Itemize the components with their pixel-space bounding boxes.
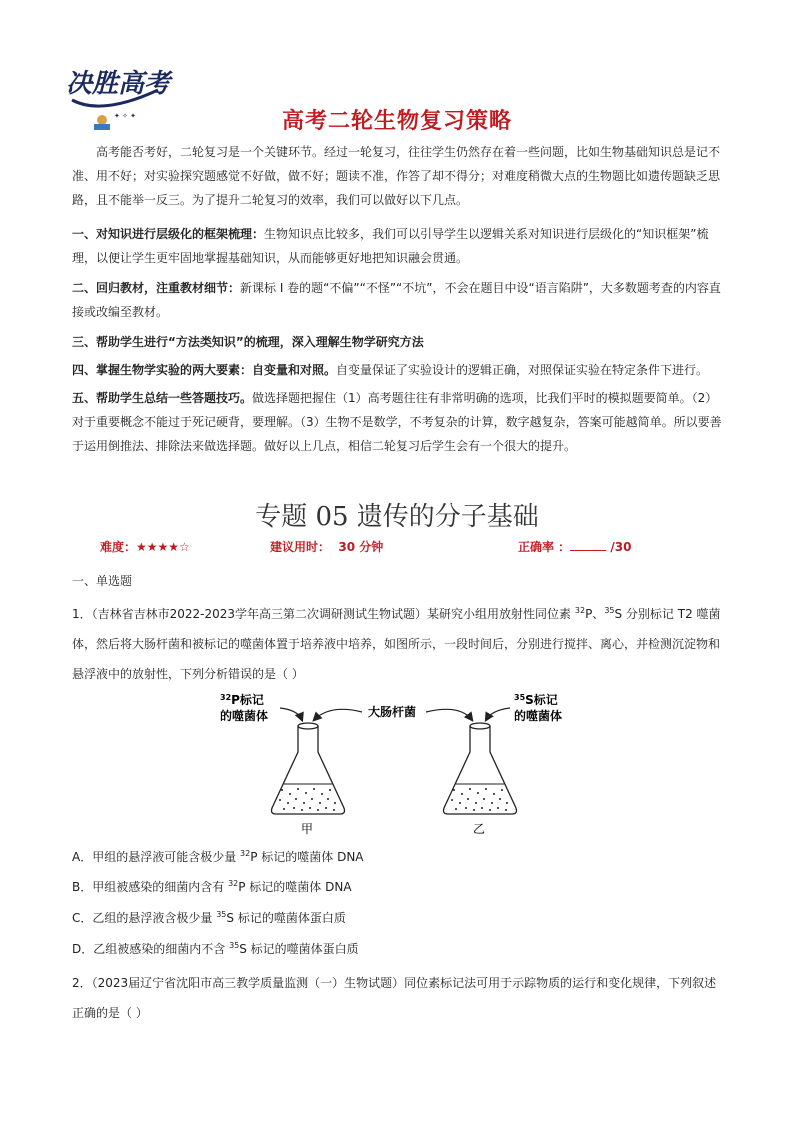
option-d-pre: D．乙组被感染的细菌内不含 <box>72 942 230 956</box>
suggested-time <box>270 538 383 555</box>
flask-a <box>272 723 345 814</box>
option-d-sup: 35 <box>229 941 240 950</box>
option-d-post: S 标记的噬菌体蛋白质 <box>239 942 359 956</box>
strategy-5 <box>72 386 724 458</box>
q1-p-mid: P、 <box>585 607 605 621</box>
q1-p-sup: 32 <box>574 606 586 615</box>
option-c-sup: 35 <box>216 910 227 919</box>
accuracy-blank[interactable] <box>570 539 606 551</box>
strategy-2-body: 新课标 I 卷的题“不偏”“不怪”“不坑”，不会在题目中设“语言陷阱”，大多数题考查的内容直接或改编至教材。 <box>72 281 721 319</box>
strategy-4 <box>72 358 724 382</box>
option-a[interactable] <box>72 848 364 865</box>
left-label-line1: $^{32}$P标记 <box>220 693 264 707</box>
strategy-4-lead: 四、掌握生物学实验的两大要素：自变量和对照。 <box>72 363 337 377</box>
strategy-2-lead: 二、回归教材，注重教材细节： <box>72 281 241 295</box>
question-1 <box>72 596 724 689</box>
accuracy <box>518 538 631 555</box>
q1-rest: S 分别标记 T2 噬菌体，然后将大肠杆菌和被标记的噬菌体置于培养液中培养，如图所示，一段时间后，分别进行搅拌、离心，并检测沉淀物和悬浮液中的放射性，下列分析错误的是（ ） <box>72 607 721 681</box>
option-b-post: P 标记的噬菌体 DNA <box>238 880 352 894</box>
difficulty-label: 难度： <box>100 540 137 554</box>
accuracy-label: 正确率 ： <box>518 540 571 554</box>
strategy-3-lead: 三、帮助学生进行“方法类知识”的梳理，深入理解生物学研究方法 <box>72 335 424 349</box>
strategy-1-lead: 一、对知识进行层级化的框架梳理： <box>72 227 265 241</box>
page-title: 高考二轮生物复习策略 <box>281 109 512 134</box>
svg-text:✦ ✧ ✦: ✦ ✧ ✦ <box>114 112 137 120</box>
time-value: 30 分钟 <box>338 540 384 554</box>
strategy-2 <box>72 276 724 324</box>
strategy-1-body: 生物知识点比较多，我们可以引导学生以逻辑关系对知识进行层级化的“知识框架”梳理，以便让学生更牢固地掌握基础知识，从而能够更好地把知识融会贯通。 <box>72 227 709 265</box>
strategy-1 <box>72 222 724 270</box>
difficulty <box>100 538 190 555</box>
option-d[interactable] <box>72 940 359 957</box>
flask-a-label: 甲 <box>301 822 314 836</box>
option-b-sup: 32 <box>228 879 239 888</box>
option-c[interactable] <box>72 909 346 926</box>
right-label-line1: $^{35}$S标记 <box>514 693 558 707</box>
q1-prefix: 1．（吉林省吉林市2022-2023学年高三第二次调研测试生物试题）某研究小组用放射性同位素 <box>72 607 575 621</box>
flask-figure <box>210 690 590 840</box>
question-2: 2．（2023届辽宁省沈阳市高三教学质量监测（一）生物试题）同位素标记法可用于示踪物质的运行和变化规律，下列叙述正确的是（ ） <box>72 976 717 1020</box>
time-label: 建议用时： <box>270 540 331 554</box>
topic-title: 专题 05 遗传的分子基础 <box>255 502 539 532</box>
intro-paragraph: 高考能否考好，二轮复习是一个关键环节。经过一轮复习，往往学生仍然存在着一些问题，比如生物基础知识总是记不准、用不好；对实验探究题感觉不好做，做不好；题读不准，作答了却不得分；对难度稍微大点的生物题比如遗传题缺乏思路，且不能举一反三。为了提升二轮复习的效率，我们可以做好以下几点。 <box>72 145 721 207</box>
accuracy-total: /30 <box>610 540 632 554</box>
logo-text: 决胜高考 <box>66 69 171 99</box>
center-label: 大肠杆菌 <box>368 705 417 719</box>
strategy-5-body: 做选择题把握住（1）高考题往往有非常明确的选项，比我们平时的模拟题要简单。（2）对于重要概念不能过于死记硬背，要理解。（3）生物不是数学，不考复杂的计算，数字越复杂，答案可能越简单。所以要善于运用倒推法、排除法来做选择题。做好以上几点，相信二轮复习后学生会有一个很大的提升。 <box>72 391 722 453</box>
flask-b-label: 乙 <box>473 822 486 836</box>
section-heading: 一、单选题 <box>72 574 133 588</box>
q1-s-sup: 35 <box>604 606 615 615</box>
option-c-post: S 标记的噬菌体蛋白质 <box>226 911 346 925</box>
left-label-line2: 的噬菌体 <box>220 709 269 723</box>
option-a-sup: 32 <box>240 849 251 858</box>
strategy-5-lead: 五、帮助学生总结一些答题技巧。 <box>72 391 253 405</box>
option-b[interactable] <box>72 878 352 895</box>
option-b-pre: B．甲组被感染的细菌内含有 <box>72 880 229 894</box>
strategy-4-body: 自变量保证了实验设计的逻辑正确，对照保证实验在特定条件下进行。 <box>336 363 709 377</box>
difficulty-stars: ★★★★☆ <box>136 540 190 554</box>
option-a-pre: A．甲组的悬浮液可能含极少量 <box>72 850 241 864</box>
option-c-pre: C．乙组的悬浮液含极少量 <box>72 911 217 925</box>
right-label-line2: 的噬菌体 <box>514 709 563 723</box>
flask-b <box>444 723 517 814</box>
option-a-post: P 标记的噬菌体 DNA <box>250 850 364 864</box>
strategy-3 <box>72 330 724 354</box>
